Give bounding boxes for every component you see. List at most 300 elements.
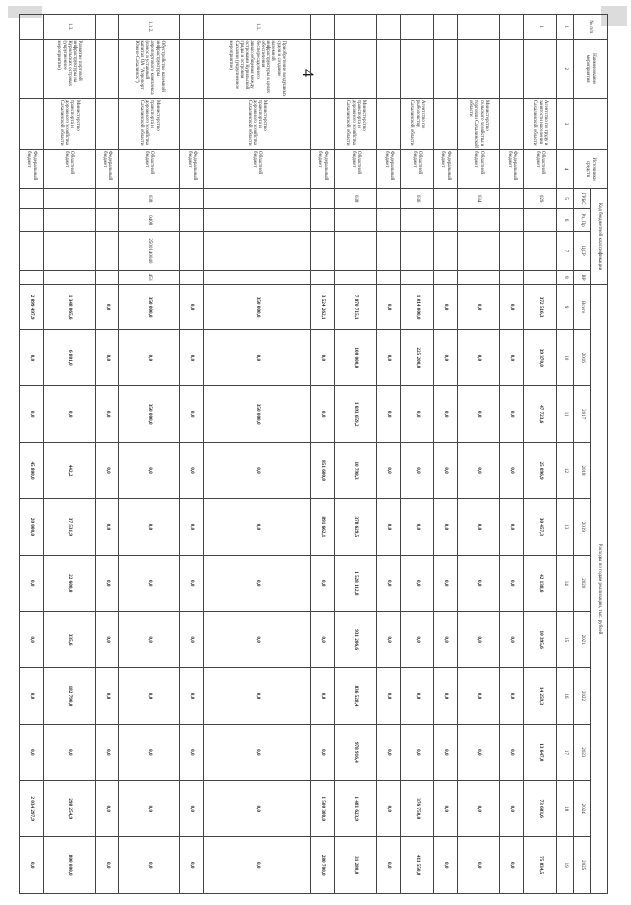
cell-year-value: 0,0 — [457, 555, 499, 611]
cell-year-value: 350 000,0 — [203, 386, 310, 442]
cell-year-value: 0,0 — [180, 499, 204, 555]
cell-year-value: 0,0 — [434, 781, 458, 837]
header-no: № п/п — [574, 15, 608, 40]
cell-rzpr — [500, 209, 524, 232]
cell-csr — [43, 231, 95, 270]
column-number: 5 — [557, 188, 574, 208]
cell-year-value: 0,0 — [119, 555, 180, 611]
cell-vr — [377, 270, 401, 284]
cell-name — [180, 39, 204, 98]
cell-total: 0,0 — [434, 285, 458, 330]
header-year: 2024 — [574, 781, 591, 837]
table-row — [43, 15, 95, 894]
cell-year-value: 0,0 — [434, 837, 458, 894]
cell-year-value: 0,0 — [500, 442, 524, 498]
cell-year-value: 376 750,0 — [400, 781, 433, 837]
cell-year-value: 0,0 — [434, 555, 458, 611]
cell-year-value: 0,0 — [95, 837, 119, 894]
cell-year-value: 0,0 — [43, 724, 95, 780]
cell-year-value: 0,0 — [311, 668, 335, 724]
cell-rzpr — [334, 209, 376, 232]
cell-year-value: 0,0 — [95, 611, 119, 667]
cell-rzpr — [311, 209, 335, 232]
cell-source: Федеральный бюджет — [377, 150, 401, 189]
cell-year-value: 0,0 — [180, 330, 204, 386]
cell-rzpr: 0408 — [119, 209, 180, 232]
cell-year-value: 37 531,9 — [43, 499, 95, 555]
cell-year-value: 39 370,0 — [523, 330, 556, 386]
cell-year-value: 10 395,6 — [523, 611, 556, 667]
cell-total: 350 000,0 — [119, 285, 180, 330]
cell-name: Обустройство наземной инфраструктуры аэропортового комплекса (взнос в уставный капитал ОА "Аэропорт Южно-Сахалинск") — [119, 39, 180, 98]
cell-name — [434, 39, 458, 98]
cell-year-value: 6 801,0 — [43, 330, 95, 386]
cell-year-value: 0,0 — [203, 330, 310, 386]
cell-name: Развитие портовой инфраструктуры на Курильских островах (укрупненное мероприятие) — [43, 39, 95, 98]
cell-no — [95, 15, 119, 40]
column-number: 2 — [557, 39, 574, 98]
cell-year-value: 0,0 — [95, 442, 119, 498]
header-total: Всего — [574, 285, 591, 330]
cell-year-value: 0,0 — [500, 499, 524, 555]
cell-year-value: 0,0 — [20, 668, 44, 724]
cell-year-value: 442,2 — [43, 442, 95, 498]
cell-vr — [334, 270, 376, 284]
cell-year-value: 47 723,6 — [523, 386, 556, 442]
cell-year-value: 0,0 — [119, 330, 180, 386]
cell-year-value: 0,0 — [119, 442, 180, 498]
cell-year-value: 0,0 — [377, 386, 401, 442]
cell-year-value: 0,0 — [95, 724, 119, 780]
cell-year-value: 0,0 — [500, 668, 524, 724]
header-year: 2021 — [574, 611, 591, 667]
cell-grbs — [434, 188, 458, 208]
cell-year-value: 280 700,0 — [311, 837, 335, 894]
cell-year-value: 0,0 — [95, 555, 119, 611]
cell-csr — [311, 231, 335, 270]
cell-year-value: 0,0 — [377, 499, 401, 555]
cell-year-value: 0,0 — [400, 668, 433, 724]
rotated-table-container — [19, 14, 608, 894]
cell-source: Федеральный бюджет — [95, 150, 119, 189]
cell-csr — [434, 231, 458, 270]
cell-year-value: 0,0 — [434, 386, 458, 442]
cell-year-value: 42 138,6 — [523, 555, 556, 611]
column-number: 19 — [557, 837, 574, 894]
cell-year-value: 0,0 — [434, 611, 458, 667]
cell-year-value: 0,0 — [180, 555, 204, 611]
cell-vr — [311, 270, 335, 284]
cell-year-value: 0,0 — [119, 724, 180, 780]
cell-year-value: 1 528 112,8 — [334, 555, 376, 611]
cell-source: Областной бюджет — [400, 150, 433, 189]
cell-total: 0,0 — [377, 285, 401, 330]
cell-year-value: 75 834,5 — [523, 837, 556, 894]
header-source: Источники средств — [574, 150, 608, 189]
cell-no — [20, 15, 44, 40]
cell-no — [434, 15, 458, 40]
table-row — [311, 15, 335, 894]
cell-no: 1 — [523, 15, 556, 40]
table-row — [95, 15, 119, 894]
cell-year-value: 2 034 297,9 — [20, 781, 44, 837]
cell-grbs: 029 — [523, 188, 556, 208]
cell-year-value: 0,0 — [457, 499, 499, 555]
cell-no — [180, 15, 204, 40]
cell-vr: 451 — [119, 270, 180, 284]
cell-rzpr — [377, 209, 401, 232]
cell-year-value: 0,0 — [500, 781, 524, 837]
header-year: 2018 — [574, 442, 591, 498]
cell-name — [334, 39, 376, 98]
column-number: 15 — [557, 611, 574, 667]
header-name: Наименование мероприятия — [574, 39, 608, 98]
table-body — [20, 15, 557, 894]
cell-year-value: 0,0 — [119, 837, 180, 894]
cell-year-value: 0,0 — [500, 386, 524, 442]
cell-year-value: 0,0 — [203, 555, 310, 611]
cell-year-value: 978 916,4 — [334, 724, 376, 780]
cell-year-value: 20 000,0 — [20, 499, 44, 555]
cell-year-value: 0,0 — [20, 611, 44, 667]
cell-year-value: 0,0 — [457, 611, 499, 667]
cell-year-value: 0,0 — [434, 330, 458, 386]
cell-year-value: 0,0 — [311, 386, 335, 442]
cell-year-value: 0,0 — [311, 724, 335, 780]
cell-total: 3 524 262,1 — [311, 285, 335, 330]
column-number: 11 — [557, 386, 574, 442]
cell-source: Федеральный бюджет — [180, 150, 204, 189]
header-year: 2019 — [574, 499, 591, 555]
header-year: 2020 — [574, 555, 591, 611]
cell-rzpr — [203, 209, 310, 232]
cell-year-value: 298 254,9 — [43, 781, 95, 837]
cell-year-value: 0,0 — [311, 555, 335, 611]
cell-no — [334, 15, 376, 40]
cell-grbs — [43, 188, 95, 208]
cell-executor: Министерство транспорта и дорожного хозяйства Сахалинской области — [119, 98, 180, 149]
header-year: 2016 — [574, 330, 591, 386]
cell-csr — [500, 231, 524, 270]
cell-year-value: 14 259,3 — [523, 668, 556, 724]
cell-year-value: 931 206,6 — [334, 611, 376, 667]
cell-rzpr — [43, 209, 95, 232]
cell-year-value: 0,0 — [180, 442, 204, 498]
cell-year-value: 0,0 — [119, 781, 180, 837]
cell-year-value: 0,0 — [500, 555, 524, 611]
cell-executor: Министерство транспорта и дорожного хозяйства Сахалинской области — [334, 98, 376, 149]
cell-year-value: 30 457,3 — [523, 499, 556, 555]
cell-year-value: 0,0 — [95, 781, 119, 837]
cell-year-value: 836 528,4 — [334, 668, 376, 724]
cell-year-value: 0,0 — [203, 499, 310, 555]
cell-year-value: 0,0 — [203, 611, 310, 667]
column-number: 17 — [557, 724, 574, 780]
page-number: 4 — [299, 69, 316, 77]
cell-source: Областной бюджет — [523, 150, 556, 189]
header-rzpr: Рз, Пр — [574, 209, 591, 232]
table-row — [400, 15, 433, 894]
cell-total: 7 870 715,1 — [334, 285, 376, 330]
cell-grbs — [500, 188, 524, 208]
cell-grbs — [180, 188, 204, 208]
cell-year-value: 25 096,9 — [523, 442, 556, 498]
cell-year-value: 13 647,0 — [523, 724, 556, 780]
cell-source: Областной бюджет — [334, 150, 376, 189]
cell-year-value: 0,0 — [95, 330, 119, 386]
cell-year-value: 851 600,0 — [311, 442, 335, 498]
cell-year-value: 800 000,0 — [43, 837, 95, 894]
cell-rzpr — [523, 209, 556, 232]
cell-source: Областной бюджет — [203, 150, 310, 189]
cell-executor — [377, 98, 401, 149]
cell-year-value: 0,0 — [500, 724, 524, 780]
cell-total: 372 516,3 — [523, 285, 556, 330]
column-number: 7 — [557, 231, 574, 270]
header-year: 2025 — [574, 837, 591, 894]
cell-total: 0,0 — [457, 285, 499, 330]
column-number: 6 — [557, 209, 574, 232]
cell-source: Федеральный бюджет — [311, 150, 335, 189]
table-row — [334, 15, 376, 894]
column-number: 4 — [557, 150, 574, 189]
table-row — [523, 15, 556, 894]
cell-year-value: 335,6 — [43, 611, 95, 667]
cell-executor: Министерство транспорта и дорожного хозяйства Сахалинской области — [203, 98, 310, 149]
header-costs: Расходы по годам реализации, тыс. рублей — [591, 285, 608, 894]
column-number-row — [557, 15, 574, 894]
cell-year-value: 378 629,5 — [334, 499, 376, 555]
cell-grbs — [377, 188, 401, 208]
cell-vr — [43, 270, 95, 284]
cell-name: Приобретение воздушных судов и создание наземной инфраструктуры в целях обеспечения беспересадочного авиасообщения между островами Курильской гряды и островом Сахалин (укрупненное мероприятие) — [203, 39, 310, 98]
cell-year-value: 31 280,0 — [334, 837, 376, 894]
table-head — [557, 15, 608, 894]
cell-grbs — [203, 188, 310, 208]
cell-no: 1.1. — [203, 15, 310, 40]
cell-year-value: 0,0 — [203, 837, 310, 894]
cell-source: Федеральный бюджет — [500, 150, 524, 189]
column-number: 12 — [557, 442, 574, 498]
cell-name — [95, 39, 119, 98]
cell-year-value: 0,0 — [377, 555, 401, 611]
cell-no: 1.3. — [43, 15, 95, 40]
cell-year-value: 0,0 — [400, 386, 433, 442]
budget-table — [19, 14, 608, 894]
cell-year-value: 0,0 — [203, 668, 310, 724]
cell-no — [400, 15, 433, 40]
cell-year-value: 0,0 — [500, 837, 524, 894]
cell-executor: Министерство транспорта и дорожного хозяйства Сахалинской области — [43, 98, 95, 149]
cell-executor — [95, 98, 119, 149]
cell-csr — [523, 231, 556, 270]
cell-total: 0,0 — [95, 285, 119, 330]
table-row — [457, 15, 499, 894]
cell-no — [500, 15, 524, 40]
cell-year-value: 0,0 — [119, 499, 180, 555]
table-row — [180, 15, 204, 894]
cell-year-value: 0,0 — [180, 724, 204, 780]
cell-vr — [180, 270, 204, 284]
cell-year-value: 0,0 — [400, 442, 433, 498]
cell-vr — [203, 270, 310, 284]
cell-grbs — [95, 188, 119, 208]
cell-grbs — [311, 188, 335, 208]
cell-year-value: 225 200,0 — [400, 330, 433, 386]
cell-csr — [334, 231, 376, 270]
cell-year-value: 0,0 — [377, 442, 401, 498]
cell-year-value: 0,0 — [377, 668, 401, 724]
cell-rzpr — [95, 209, 119, 232]
cell-source: Областной бюджет — [457, 150, 499, 189]
cell-vr — [434, 270, 458, 284]
cell-vr — [400, 270, 433, 284]
cell-name — [377, 39, 401, 98]
cell-year-value: 182 790,0 — [43, 668, 95, 724]
cell-year-value: 1 693 659,2 — [334, 386, 376, 442]
cell-grbs — [20, 188, 44, 208]
cell-year-value: 0,0 — [95, 386, 119, 442]
cell-rzpr — [20, 209, 44, 232]
cell-executor — [20, 98, 44, 149]
cell-year-value: 0,0 — [20, 386, 44, 442]
cell-year-value: 0,0 — [180, 386, 204, 442]
cell-year-value: 411 550,0 — [400, 837, 433, 894]
cell-year-value: 0,0 — [20, 555, 44, 611]
cell-total: 2 099 497,9 — [20, 285, 44, 330]
cell-name — [523, 39, 556, 98]
cell-rzpr — [457, 209, 499, 232]
cell-year-value: 0,0 — [95, 668, 119, 724]
cell-no — [311, 15, 335, 40]
cell-year-value: 0,0 — [20, 837, 44, 894]
column-number: 14 — [557, 555, 574, 611]
header-budget-class: Код бюджетной классификации — [591, 188, 608, 284]
table-row — [500, 15, 524, 894]
cell-year-value: 0,0 — [203, 781, 310, 837]
cell-year-value: 0,0 — [400, 555, 433, 611]
cell-no: 1.1.2. — [119, 15, 180, 40]
cell-csr — [180, 231, 204, 270]
cell-executor: Агентство по рыболовству Сахалинской области — [400, 98, 433, 149]
cell-year-value: 0,0 — [180, 611, 204, 667]
cell-total: 350 000,0 — [203, 285, 310, 330]
cell-year-value: 0,0 — [311, 611, 335, 667]
header-year: 2017 — [574, 386, 591, 442]
cell-vr — [457, 270, 499, 284]
cell-year-value: 0,0 — [400, 611, 433, 667]
header-csr: ЦСР — [574, 231, 591, 270]
cell-year-value: 0,0 — [457, 837, 499, 894]
cell-csr — [400, 231, 433, 270]
cell-year-value: 0,0 — [500, 611, 524, 667]
cell-vr — [523, 270, 556, 284]
cell-grbs: 038 — [119, 188, 180, 208]
cell-total: 1 348 065,6 — [43, 285, 95, 330]
column-number: 3 — [557, 98, 574, 149]
cell-year-value: 1 481 623,9 — [334, 781, 376, 837]
column-number: 1 — [557, 15, 574, 40]
cell-year-value: 350 000,0 — [119, 386, 180, 442]
cell-year-value: 0,0 — [457, 330, 499, 386]
cell-name — [311, 39, 335, 98]
header-vr: ВР — [574, 270, 591, 284]
cell-source: Федеральный бюджет — [20, 150, 44, 189]
cell-year-value: 0,0 — [457, 781, 499, 837]
cell-source: Областной бюджет — [43, 150, 95, 189]
cell-year-value: 0,0 — [119, 611, 180, 667]
cell-source: Федеральный бюджет — [434, 150, 458, 189]
cell-year-value: 0,0 — [20, 330, 44, 386]
cell-year-value: 0,0 — [203, 724, 310, 780]
cell-vr — [20, 270, 44, 284]
cell-year-value: 0,0 — [180, 781, 204, 837]
cell-csr: 2500140040 — [119, 231, 180, 270]
header-year: 2022 — [574, 668, 591, 724]
cell-year-value: 0,0 — [500, 330, 524, 386]
cell-rzpr — [400, 209, 433, 232]
cell-csr — [457, 231, 499, 270]
cell-year-value: 0,0 — [203, 442, 310, 498]
cell-year-value: 0,0 — [457, 724, 499, 780]
cell-executor: Агентство по труду и занятости населения Сахалинской области — [523, 98, 556, 149]
cell-year-value: 0,0 — [119, 668, 180, 724]
cell-year-value: 0,0 — [43, 386, 95, 442]
cell-csr — [20, 231, 44, 270]
cell-vr — [500, 270, 524, 284]
column-number: 8 — [557, 270, 574, 284]
cell-year-value: 0,0 — [311, 330, 335, 386]
table-row — [434, 15, 458, 894]
header-grbs: ГРБС — [574, 188, 591, 208]
cell-grbs: 034 — [457, 188, 499, 208]
cell-name — [500, 39, 524, 98]
cell-year-value: 0,0 — [20, 724, 44, 780]
cell-csr — [377, 231, 401, 270]
cell-year-value: 891 662,1 — [311, 499, 335, 555]
cell-year-value: 0,0 — [95, 499, 119, 555]
cell-executor: Министерство сельского хозяйства и торговли Сахалинской области — [457, 98, 499, 149]
cell-year-value: 0,0 — [457, 386, 499, 442]
column-number: 9 — [557, 285, 574, 330]
table-row — [119, 15, 180, 894]
cell-year-value: 0,0 — [434, 668, 458, 724]
cell-year-value: 0,0 — [377, 330, 401, 386]
cell-year-value: 0,0 — [377, 611, 401, 667]
cell-name — [457, 39, 499, 98]
cell-year-value: 0,0 — [434, 499, 458, 555]
cell-rzpr — [434, 209, 458, 232]
cell-year-value: 1 500 300,0 — [311, 781, 335, 837]
cell-vr — [95, 270, 119, 284]
cell-name — [20, 39, 44, 98]
cell-year-value: 0,0 — [434, 442, 458, 498]
cell-year-value: 0,0 — [434, 724, 458, 780]
cell-executor — [500, 98, 524, 149]
column-number: 16 — [557, 668, 574, 724]
cell-no — [457, 15, 499, 40]
column-number: 13 — [557, 499, 574, 555]
column-number: 18 — [557, 781, 574, 837]
cell-year-value: 22 600,0 — [43, 555, 95, 611]
table-row — [203, 15, 310, 894]
cell-year-value: 0,0 — [457, 668, 499, 724]
cell-csr — [95, 231, 119, 270]
cell-year-value: 0,0 — [400, 724, 433, 780]
header-executor — [574, 98, 608, 149]
cell-total: 0,0 — [180, 285, 204, 330]
cell-grbs: 036 — [400, 188, 433, 208]
